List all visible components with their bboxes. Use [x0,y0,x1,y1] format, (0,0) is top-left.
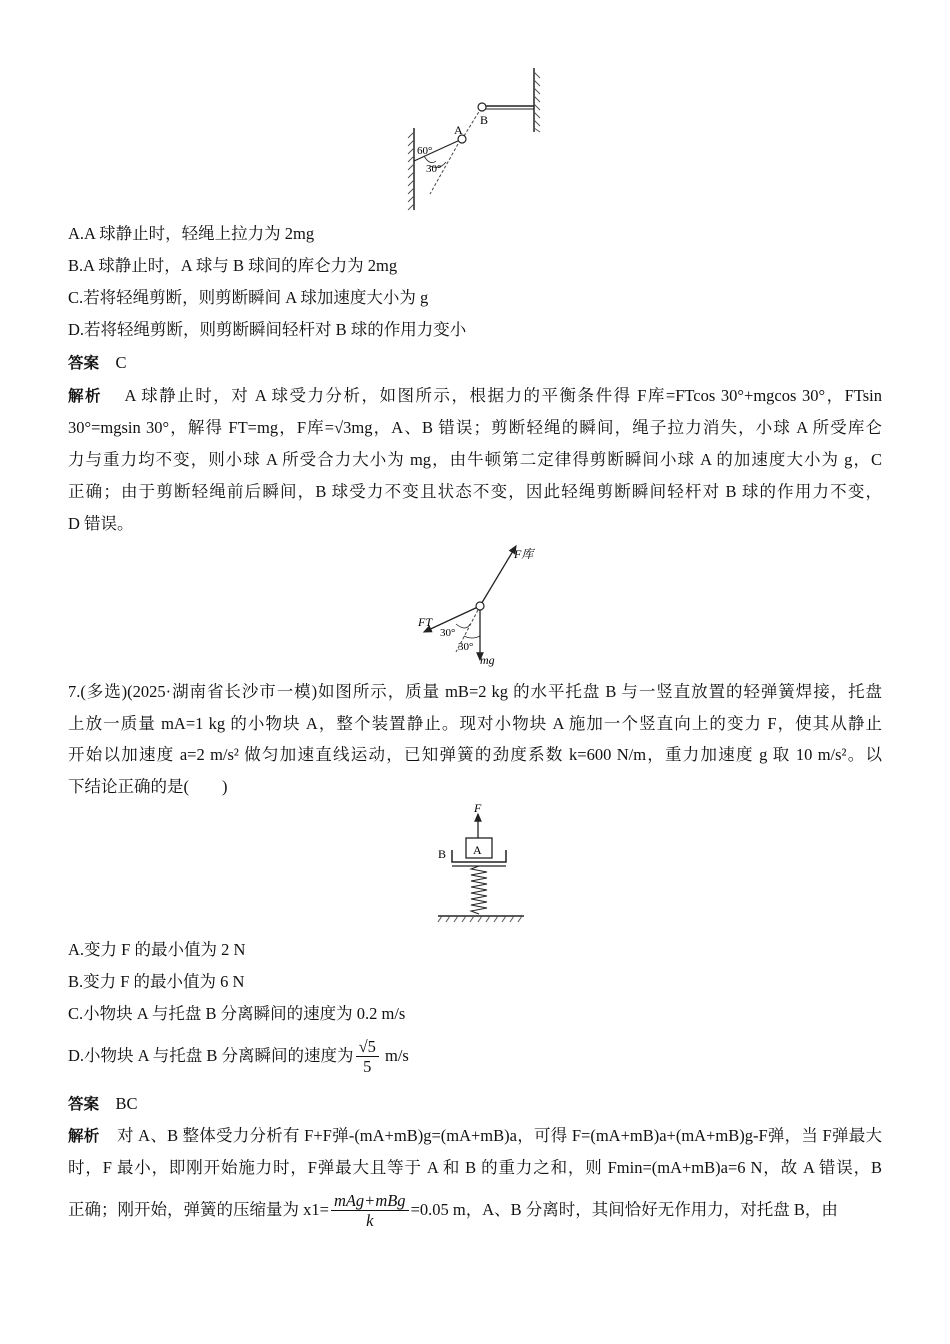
ball-a-force [476,602,484,610]
q6-analysis-line-2: 30°=mgsin 30°，解得 FT=mg，F库=√3mg，A、B 错误；剪断轻绳的瞬间，绳子拉力消失，小球 A 所受库仑 [68,418,882,437]
q7-stem-line-2: 上放一质量 mA=1 kg 的小物块 A，整个装置静止。现对小物块 A 施加一个竖直向上的变力 F，使其从静止 [68,714,882,733]
angle-60: 60° [417,145,433,157]
compression-fraction: $\frac{\text{mAg+mBg}}{k}$ [331,1192,409,1231]
angle-a: 30° [440,627,456,639]
figure-charged-balls [400,66,550,212]
q6-analysis-line-3: 力与重力均不变，则小球 A 所受合力大小为 mg，由牛顿第二定律得剪断瞬间小球 A 的加速度大小为 g，C [68,450,882,469]
label-mg: mg [480,653,495,667]
q6-option-d: D.若将轻绳剪断，则剪断瞬间轻杆对 B 球的作用力变小 [68,320,467,339]
q6-answer: C [115,353,127,372]
ball-b [478,103,486,111]
q6-option-c: C.若将轻绳剪断，则剪断瞬间 A 球加速度大小为 g [68,288,429,307]
q7-analysis-line-3: 正确；刚开始，弹簧的压缩量为 x1= $\frac{\text{mAg+mBg}}{k}$ =0.05 m，A、B 分离时，其间恰好无作用力，对托盘 B，由 [68,1190,838,1230]
spring [471,866,487,914]
label-a-block: A [473,843,482,857]
label-f: F [474,801,482,815]
q6-option-a: A.A 球静止时，轻绳上拉力为 2mg [68,224,315,243]
q6-analysis-line-4: 正确；由于剪断轻绳前后瞬间，B 球受力不变且状态不变，因此轻绳剪断瞬间轻杆对 B 球的作用力不变， [68,482,882,501]
q7-analysis-line-2: 时，F 最小，即刚开始施力时，F弹最大且等于 A 和 B 的重力之和，则 Fmin=(mA+mB)a=6 N，故 A 错误，B [68,1158,882,1177]
figure-spring-tray [430,800,530,926]
q7-option-d-fraction: $\frac{√5}{5}$ [356,1038,379,1077]
figure-2-svg [410,540,550,670]
q7-stem-line-1: 7.(多选)(2025·湖南省长沙市一模)如图所示，质量 mB=2 kg 的水平托盘 B 与一竖直放置的轻弹簧焊接，托盘 [68,682,882,701]
q6-analysis-label: 解析 [68,387,103,405]
q7-option-b: B.变力 F 的最小值为 6 N [68,972,245,991]
q6-analysis-line-1: 解析 A 球静止时，对 A 球受力分析，如图所示，根据力的平衡条件得 F库=FTcos 30°+mgcos 30°，FTsin [68,386,883,405]
label-b: B [480,113,489,127]
q7-stem-line-4: 下结论正确的是( ) [68,777,228,796]
q7-option-c: C.小物块 A 与托盘 B 分离瞬间的速度为 0.2 m/s [68,1004,406,1023]
q6-option-b: B.A 球静止时，A 球与 B 球间的库仑力为 2mg [68,256,398,275]
figure-3-svg [430,800,530,926]
q6-answer-row [68,352,127,374]
label-f-t: FT [418,615,433,629]
q7-answer: BC [115,1094,138,1113]
q7-answer-label: 答案 [68,1095,100,1113]
label-b-tray: B [438,847,447,861]
q7-answer-row [68,1093,138,1115]
figure-1-svg [400,66,550,212]
figure-force-diagram [410,540,550,670]
q7-option-a: A.变力 F 的最小值为 2 N [68,940,246,959]
label-f-ku: F库 [514,547,534,561]
q7-option-d: D.小物块 A 与托盘 B 分离瞬间的速度为 $\frac{√5}{5}$ m/s [68,1036,409,1076]
q6-answer-label: 答案 [68,354,100,372]
q7-analysis-label: 解析 [68,1127,100,1145]
angle-b: 30° [458,641,474,653]
angle-30: 30° [426,163,442,175]
q7-stem-line-3: 开始以加速度 a=2 m/s² 做匀加速直线运动，已知弹簧的劲度系数 k=600 N/m，重力加速度 g 取 10 m/s²。以 [68,745,882,764]
label-a: A [454,123,463,137]
q7-analysis-line-1: 解析 对 A、B 整体受力分析有 F+F弹-(mA+mB)g=(mA+mB)a，可得 F=(mA+mB)a+(mA+mB)g-F弹，当 F弹最大 [68,1126,882,1145]
q6-analysis-line-5: D 错误。 [68,514,134,533]
